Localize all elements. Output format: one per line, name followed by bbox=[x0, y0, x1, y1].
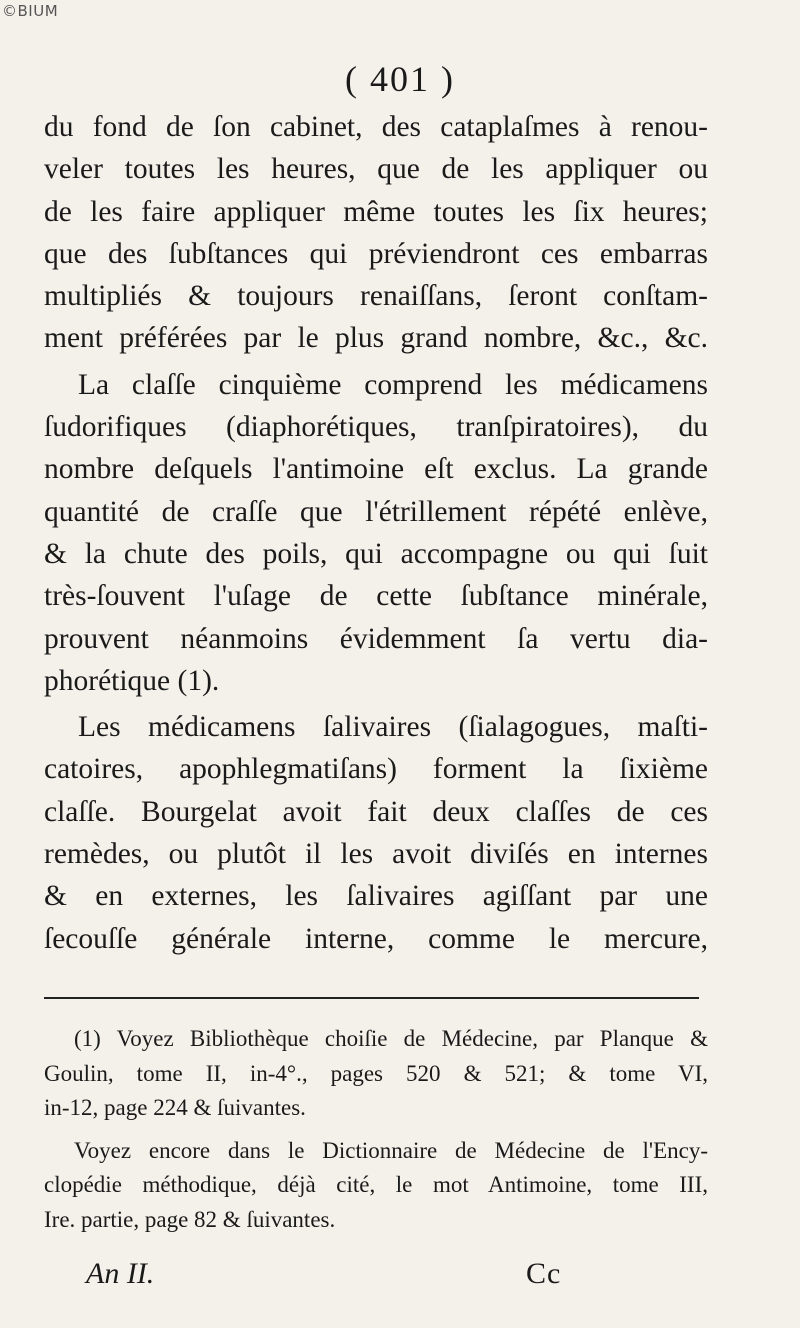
text-line: veler toutes les heures, que de les appliquer ou bbox=[44, 153, 708, 186]
text-line: que des ſubſtances qui préviendront ces embarras bbox=[44, 237, 708, 270]
footnote bbox=[44, 1022, 708, 1126]
footnote-rule bbox=[44, 997, 699, 999]
watermark: ©BIUM bbox=[2, 2, 59, 20]
body-text bbox=[44, 106, 708, 960]
text-line: quantité de craſſe que l'étrillement répété enlève, bbox=[44, 495, 708, 528]
text-line: & en externes, les ſalivaires agiſſant par une bbox=[44, 880, 708, 913]
page-number: ( 401 ) bbox=[345, 59, 455, 99]
text-line: prouvent néanmoins évidemment ſa vertu dia- bbox=[44, 622, 708, 655]
text-line: claſſe. Bourgelat avoit fait deux claſſes de ces bbox=[44, 795, 708, 828]
footnote bbox=[44, 1134, 708, 1238]
footnote-line: (1) Voyez Bibliothèque choiſie de Médecine, par Planque & bbox=[74, 1026, 708, 1051]
text-line: phorétique (1). bbox=[44, 664, 220, 697]
text-line: catoires, apophlegmatiſans) forment la ſixième bbox=[44, 753, 708, 786]
text-line: remèdes, ou plutôt il les avoit diviſés en internes bbox=[44, 838, 708, 871]
text-line: ment préférées par le plus grand nombre, &c., &c. bbox=[44, 322, 708, 355]
paragraph bbox=[44, 106, 708, 360]
text-line: très-ſouvent l'uſage de cette ſubſtance minérale, bbox=[44, 580, 708, 613]
footnote-line: in-12, page 224 & ſuivantes. bbox=[44, 1095, 306, 1120]
signature-line bbox=[0, 1257, 800, 1297]
paragraph bbox=[44, 364, 708, 702]
text-line: & la chute des poils, qui accompagne ou qui ſuit bbox=[44, 537, 708, 570]
text-line: du fond de ſon cabinet, des cataplaſmes à renou- bbox=[44, 111, 708, 143]
gathering-mark: Cc bbox=[526, 1257, 562, 1290]
footnote-line: Voyez encore dans le Dictionnaire de Médecine de l'Ency- bbox=[74, 1137, 708, 1163]
text-line: Les médicamens ſalivaires (ſialagogues, maſti- bbox=[78, 711, 708, 744]
text-line: multipliés & toujours renaiſſans, ſeront conſtam- bbox=[44, 280, 708, 313]
text-line: nombre deſquels l'antimoine eſt exclus. La grande bbox=[44, 453, 708, 486]
year-mark: An II. bbox=[86, 1257, 155, 1290]
text-line: La claſſe cinquième comprend les médicamens bbox=[78, 368, 708, 401]
text-line: de les faire appliquer même toutes les ſix heures; bbox=[44, 195, 708, 228]
paragraph bbox=[44, 706, 708, 960]
text-line: ſecouſſe générale interne, comme le mercure, bbox=[44, 922, 708, 955]
footnote-line: clopédie méthodique, déjà cité, le mot Antimoine, tome III, bbox=[44, 1172, 708, 1197]
footnote-line: Goulin, tome II, in-4°., pages 520 & 521; & tome VI, bbox=[44, 1060, 708, 1086]
footnotes bbox=[44, 1022, 708, 1237]
footnote-line: Ire. partie, page 82 & ſuivantes. bbox=[44, 1206, 336, 1232]
text-line: ſudorifiques (diaphorétiques, tranſpiratoires), du bbox=[44, 411, 708, 444]
